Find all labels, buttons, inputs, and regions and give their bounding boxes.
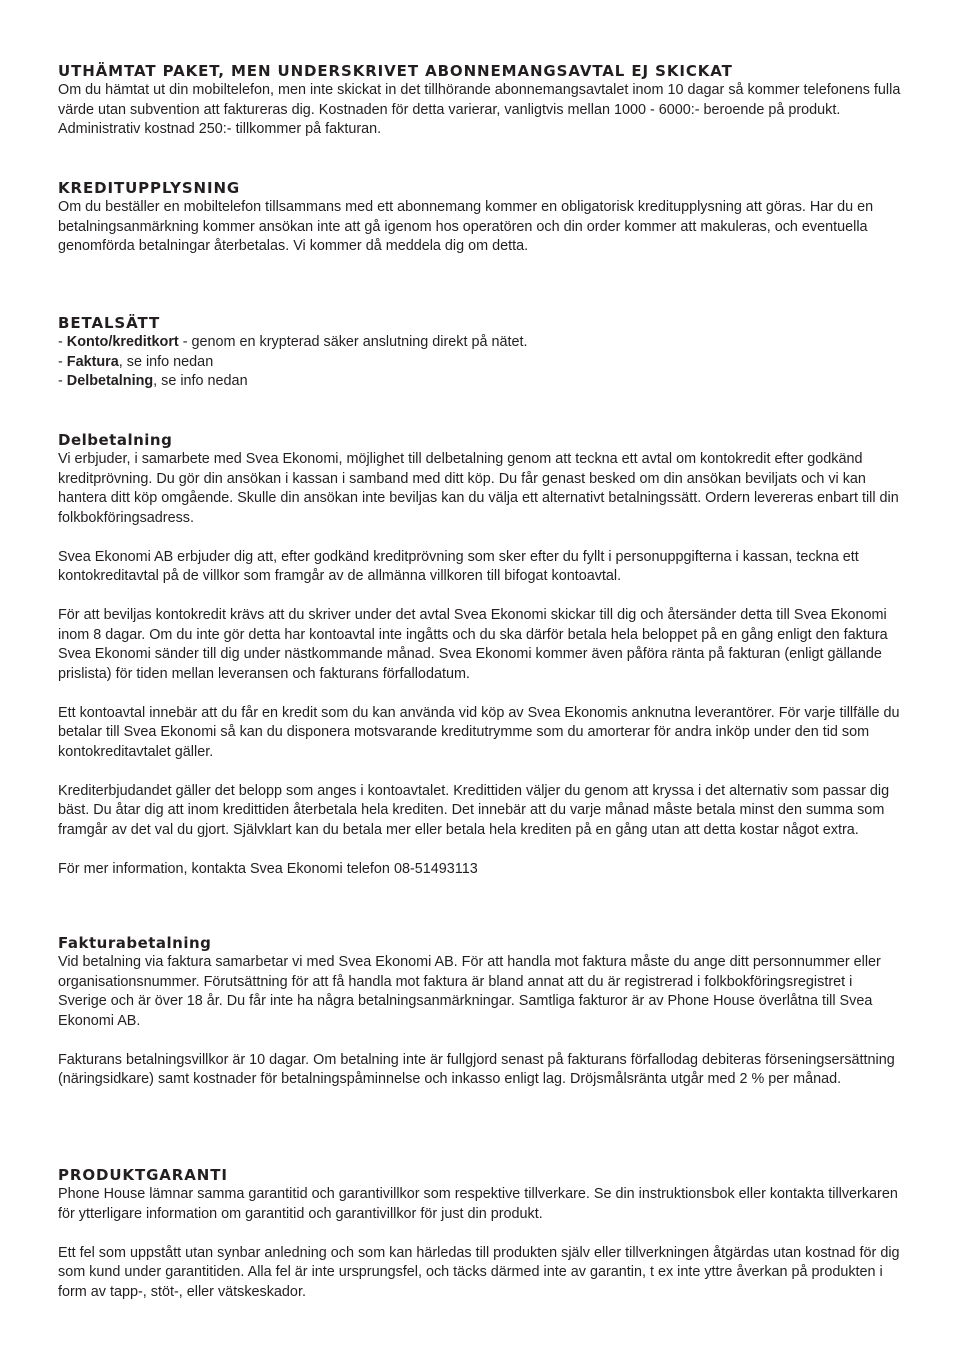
payment-method-name: Konto/kreditkort [66,334,179,350]
payment-method-desc: - genom en krypterad säker anslutning direkt på nätet. [178,334,528,350]
list-item [58,372,903,392]
section-produktgaranti [58,1166,903,1302]
section-paragraph: Vid betalning via faktura samarbetar vi med Svea Ekonomi AB. För att handla mot faktura måste du ange ditt personnummer eller organisationsnummer. Förutsättning för att få handla mot faktura är bland annat att du är registrerad i folkbokföringsregistret i Sverige och är över 18 år. Du får inte ha några betalningsanmärkningar. Samtliga fakturor är av Phone House överlåtna till Svea Ekonomi AB. [58,954,881,1029]
section-heading: BETALSÄTT [58,314,161,332]
list-bullet: - [58,334,67,350]
section-uthamtat-paket [58,62,903,140]
section-heading: Delbetalning [58,431,173,449]
section-paragraph: För att beviljas kontokredit krävs att du skriver under det avtal Svea Ekonomi skickar till dig och återsänder detta till Svea Ekonomi inom 8 dagar. Om du inte gör detta har kontoavtal inte ingåtts och du ska därför betala hela beloppet på en gång enligt den faktura Svea Ekonomi sänder till dig under nästkommande månad. Svea Ekonomi kommer även påföra ränta på fakturan (enligt gällande prislista) för tiden mellan leveransen och fakturans förfallodatum. [58,607,888,682]
section-heading: PRODUKTGARANTI [58,1166,228,1184]
list-item [58,353,903,373]
section-betalsatt [58,314,903,392]
payment-method-name: Faktura [66,353,119,370]
section-fakturabetalning [58,934,903,1090]
section-paragraph: Svea Ekonomi AB erbjuder dig att, efter godkänd kreditprövning som sker efter du fyllt i personuppgifterna i kassan, teckna ett kontokreditavtal på de villkor som framgår av de allmänna villkoren till bifogat kontoavtal. [58,548,859,584]
section-delbetalning [58,431,903,879]
section-paragraph: Vi erbjuder, i samarbete med Svea Ekonomi, möjlighet till delbetalning genom att teckna ett avtal om kontokredit efter godkänd kreditprövning. Du gör din ansökan i kassan i samband med ditt köp. Du får genast besked om din ansökan beviljats och vi kan hantera ditt köp omgående. Skulle din ansökan inte beviljas kan du välja ett alternativt betalningssätt. Ordern levereras enbart till din folkbokföringsadress. [58,451,899,526]
section-body: Om du hämtat ut din mobiltelefon, men inte skickat in det tillhörande abonnemangsavtalet inom 10 dagar så kommer telefonens fulla värde utan subvention att faktureras dig. Kostnaden för detta varierar, vanligtvis mellan 1000 - 6000:- beroende på produkt. Administrativ kostnad 250:- tillkommer på fakturan. [58,82,901,137]
list-bullet: - [58,373,67,389]
section-paragraph: Krediterbjudandet gäller det belopp som anges i kontoavtalet. Kredittiden väljer du genom att kryssa i det alternativ som passar dig bäst. Du åtar dig att inom kredittiden återbetala hela krediten. Det innebär att du varje månad måste betala minst den summa som framgår av det val du gjort. Självklart kan du betala mer eller betala hela krediten på en gång utan att detta kostar något extra. [58,782,890,838]
section-heading: UTHÄMTAT PAKET, MEN UNDERSKRIVET ABONNEMANGSAVTAL EJ SKICKAT [58,62,733,80]
section-body: Om du beställer en mobiltelefon tillsammans med ett abonnemang kommer en obligatorisk kreditupplysning att göras. Har du en betalningsanmärkning kommer ansökan inte att gå igenom hos operatören och din order kommer att makuleras, och eventuella genomförda betalningar återbetalas. Vi kommer då meddela dig om detta. [58,199,874,254]
list-bullet: - [58,353,67,370]
section-heading: Fakturabetalning [58,934,212,952]
section-kreditupplysning [58,179,903,257]
payment-method-desc: , se info nedan [118,353,214,370]
section-heading: KREDITUPPLYSNING [58,179,241,197]
section-paragraph: Fakturans betalningsvillkor är 10 dagar. Om betalning inte är fullgjord senast på fakturans förfallodag debiteras förseningsersättning (näringsidkare) samt kostnader för betalningspåminnelse och inkasso enligt lag. Dröjsmålsränta utgår med 2 % per månad. [58,1051,895,1087]
section-paragraph: Ett kontoavtal innebär att du får en kredit som du kan använda vid köp av Svea Ekonomis anknutna leverantörer. För varje tillfälle du betalar till Svea Ekonomi så kan du disponera motsvarande kreditutrymme som du amorterar för andra inköp under den tid som kontokreditavtalet gäller. [58,704,900,760]
payment-method-name: Delbetalning [66,373,154,389]
section-paragraph: Ett fel som uppstått utan synbar anledning och som kan härledas till produkten själv eller tillverkningen åtgärdas utan kostnad för dig som kund under garantitiden. Alla fel är inte ursprungsfel, och täcks därmed inte av garantin, t ex inte yttre åverkan på produkten i form av tapp-, stöt-, eller vätskeskador. [58,1244,900,1300]
list-item [58,333,903,353]
contact-info: För mer information, kontakta Svea Ekonomi telefon 08-51493113 [58,860,478,877]
payment-method-desc: , se info nedan [153,373,248,389]
section-paragraph: Phone House lämnar samma garantitid och garantivillkor som respektive tillverkare. Se din instruktionsbok eller kontakta tillverkaren för ytterligare information om garantitid och garantivillkor för just din produkt. [58,1186,898,1222]
